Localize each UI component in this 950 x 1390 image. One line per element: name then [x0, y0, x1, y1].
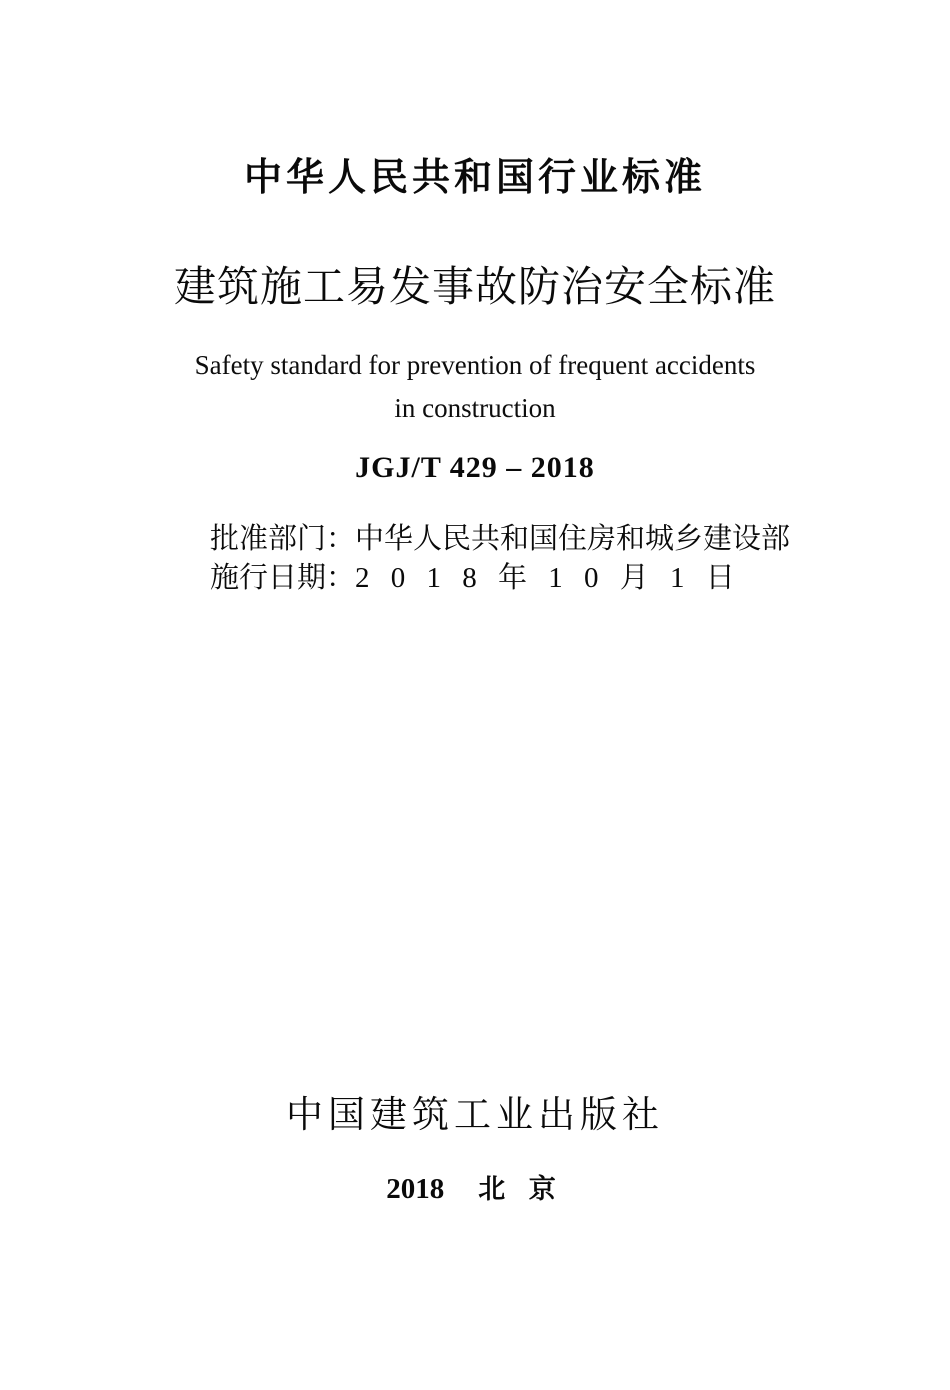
effective-date-line: [210, 559, 790, 598]
approval-label: 批准部门：: [210, 523, 356, 555]
publisher-name: 中国建筑工业出版社: [286, 1095, 664, 1136]
main-title: 建筑施工易发事故防治安全标准: [173, 265, 776, 311]
approval-line: [210, 520, 790, 559]
colophon: [210, 520, 790, 598]
approval-value: 中华人民共和国住房和城乡建设部: [355, 523, 791, 555]
edition-city: 北 京: [478, 1174, 564, 1204]
english-title: [0, 344, 950, 430]
series-title: 中华人民共和国行业标准: [243, 157, 706, 199]
edition-year: 2018: [386, 1173, 445, 1205]
english-title-line1: Safety standard for prevention of frequent accidents: [194, 350, 756, 380]
standard-code: JGJ/T 429 – 2018: [355, 451, 595, 484]
english-title-line2: in construction: [394, 393, 556, 423]
edition-line: [0, 1172, 950, 1211]
effective-date-label: 施行日期：: [210, 562, 356, 594]
effective-date-value: 2 0 1 8 年 1 0 月 1 日: [355, 562, 742, 594]
